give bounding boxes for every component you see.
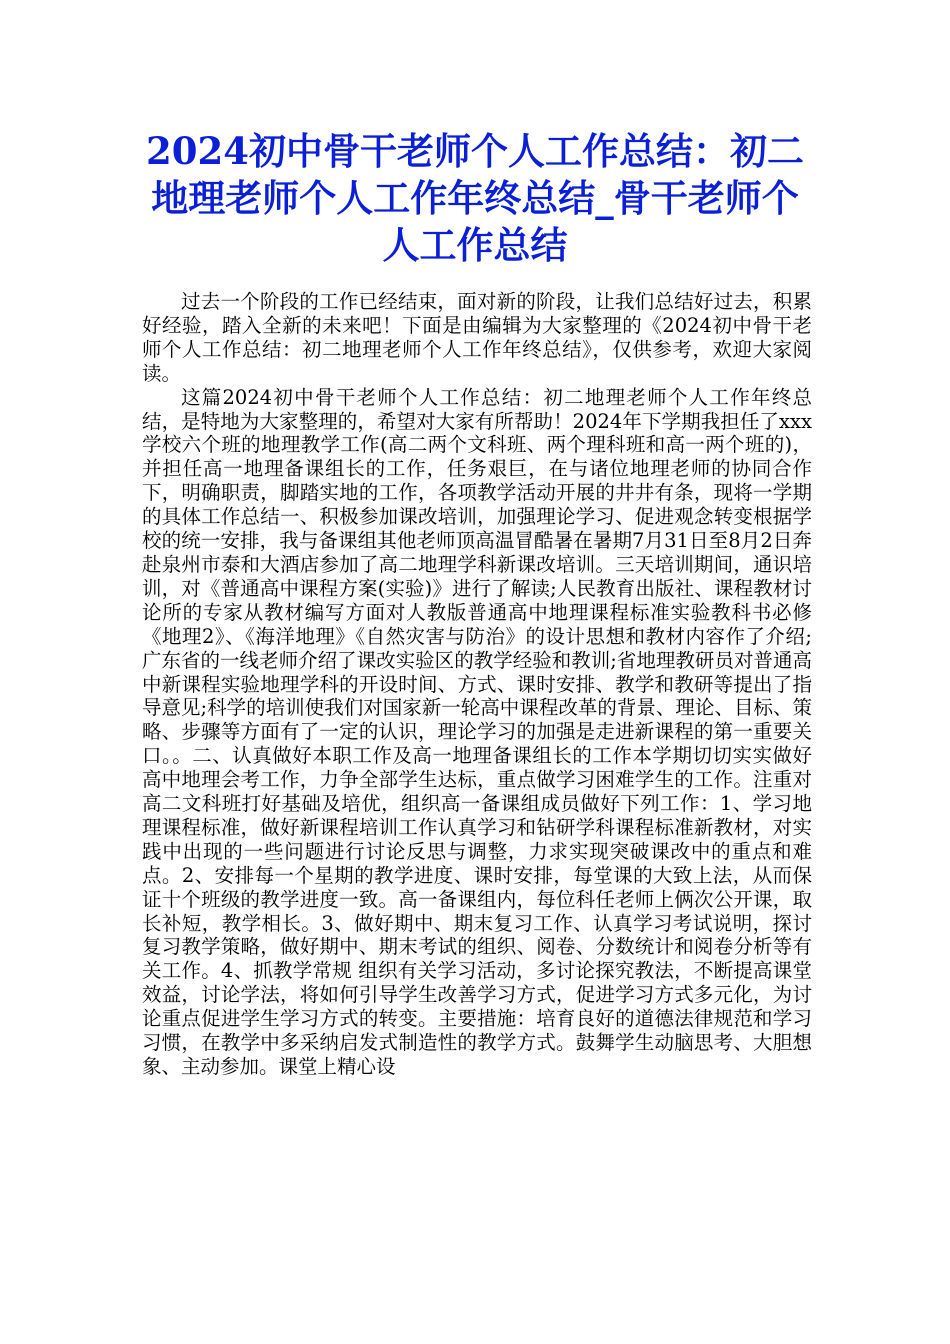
intro-paragraph: 过去一个阶段的工作已经结束，面对新的阶段，让我们总结好过去，积累好经验，踏入全新的未来吧！下面是由编辑为大家整理的《2024初中骨干老师个人工作总结：初二地理老师个人工作年终总结》，仅供参考，欢迎大家阅读。 bbox=[142, 290, 812, 385]
document-body bbox=[142, 290, 812, 1079]
summary-paragraph: 这篇2024初中骨干老师个人工作总结：初二地理老师个人工作年终总结，是特地为大家整理的，希望对大家有所帮助！2024年下学期我担任了xxx学校六个班的地理教学工作(高二两个文科班、两个理科班和高一两个班的)，并担任高一地理备课组长的工作，任务艰巨，在与诸位地理老师的协同合作下，明确职责，脚踏实地的工作，各项教学活动开展的井井有条，现将一学期的具体工作总结一、积极参加课改培训，加强理论学习、促进观念转变根据学校的统一安排，我与备课组其他老师顶高温冒酷暑在暑期7月31日至8月2日奔赴泉州市泰和大酒店参加了高二地理学科新课改培训。三天培训期间，通识培训，对《普通高中课程方案(实验)》进行了解读;人民教育出版社、课程教材讨论所的专家从教材编写方面对人教版普通高中地理课程标准实验教科书必修《地理2》、《海洋地理》《自然灾害与防治》的设计思想和教材内容作了介绍;广东省的一线老师介绍了课改实验区的教学经验和教训;省地理教研员对普通高中新课程实验地理学科的开设时间、方式、课时安排、教学和教研等提出了指导意见;科学的培训使我们对国家新一轮高中课程改革的背景、理论、目标、策略、步骤等方面有了一定的认识，理论学习的加强是走进新课程的第一重要关口。。二、认真做好本职工作及高一地理备课组长的工作本学期切切实实做好高中地理会考工作，力争全部学生达标，重点做学习困难学生的工作。注重对高二文科班打好基础及培优，组织高一备课组成员做好下列工作：1、学习地理课程标准，做好新课程培训工作认真学习和钻研学科课程标准新教材，对实践中出现的一些问题进行讨论反思与调整，力求实现突破课改中的重点和难点。2、安排每一个星期的教学进度、课时安排，每堂课的大致上法，从而保证十个班级的教学进度一致。高一备课组内，每位科任老师上俩次公开课，取长补短，教学相长。3、做好期中、期末复习工作、认真学习考试说明，探讨复习教学策略，做好期中、期末考试的组织、阅卷、分数统计和阅卷分析等有关工作。4、抓教学常规 组织有关学习活动，多讨论探究教法，不断提高课堂效益，讨论学法，将如何引导学生改善学习方式，促进学习方式多元化，为讨论重点促进学生学习方式的转变。主要措施：培育良好的道德法律规范和学习习惯，在教学中多采纳启发式制造性的教学方式。鼓舞学生动脑思考、大胆想象、主动参加。课堂上精心设 bbox=[142, 385, 812, 1078]
document-title: 2024初中骨干老师个人工作总结：初二地理老师个人工作年终总结_骨干老师个人工作总结 bbox=[146, 129, 804, 267]
